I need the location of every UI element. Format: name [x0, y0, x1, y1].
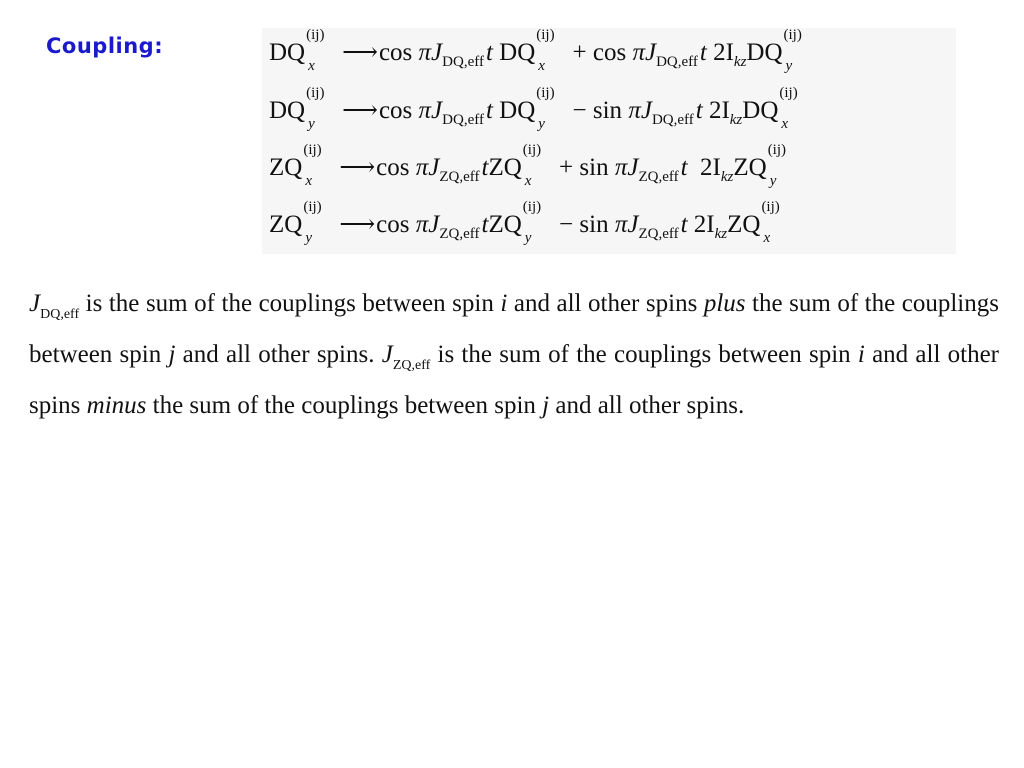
- lhs-operator: DQ: [269, 97, 306, 124]
- superscript: (ij): [761, 199, 780, 215]
- two-i: 2I: [708, 97, 730, 124]
- emphasis-plus: plus: [703, 290, 746, 317]
- sign: +: [559, 154, 574, 181]
- arrow-symbol: ⟶: [342, 97, 375, 124]
- sin-term: sin: [579, 211, 609, 238]
- lhs-operator: DQ: [269, 39, 306, 66]
- arrow-symbol: ⟶: [339, 154, 373, 181]
- rhs1-operator: ZQ: [488, 154, 522, 181]
- superscript: (ij): [783, 27, 802, 43]
- j-subscript: DQ,eff: [442, 112, 484, 128]
- pi-j: πJ: [632, 39, 657, 66]
- two-i: 2I: [693, 211, 715, 238]
- explanation-paragraph: [29, 284, 999, 426]
- j-subscript: ZQ,eff: [439, 169, 480, 185]
- subscript: y: [524, 230, 532, 246]
- kz-subscript: kz: [720, 169, 734, 185]
- equation-row: [269, 85, 809, 132]
- rhs2-operator: DQ: [742, 97, 779, 124]
- j-dq-subscript: DQ,eff: [40, 307, 80, 322]
- text-segment: and all other spins: [29, 341, 999, 419]
- subscript: y: [785, 58, 793, 74]
- slide-title: Coupling:: [46, 34, 164, 58]
- text-segment: and all other spins.: [175, 341, 382, 368]
- time-variable: t: [695, 97, 703, 124]
- subscript: y: [308, 116, 315, 132]
- time-variable: t: [481, 211, 489, 238]
- j-zq-symbol: J: [381, 341, 393, 368]
- j-subscript: DQ,eff: [442, 54, 484, 70]
- time-variable: t: [485, 39, 493, 66]
- emphasis-minus: minus: [86, 392, 147, 419]
- text-segment: and all other spins: [507, 290, 704, 317]
- pi-j: πJ: [418, 97, 443, 124]
- subscript: y: [538, 116, 545, 132]
- subscript: x: [305, 173, 312, 189]
- subscript: x: [308, 58, 315, 74]
- equation-box: [262, 28, 956, 254]
- text-segment: is the sum of the couplings between spin: [79, 290, 501, 317]
- time-variable: t: [699, 39, 707, 66]
- cos-term: cos: [376, 154, 410, 181]
- spin-i: i: [500, 290, 508, 317]
- sign: −: [559, 211, 574, 238]
- equation-row: [269, 142, 798, 189]
- superscript: (ij): [536, 27, 555, 43]
- time-variable: t: [485, 97, 493, 124]
- subscript: y: [305, 230, 312, 246]
- j-zq-subscript: ZQ,eff: [392, 358, 431, 373]
- subscript: x: [781, 116, 789, 132]
- time-variable: t: [680, 154, 688, 181]
- subscript: x: [763, 230, 771, 246]
- two-i: 2I: [700, 154, 721, 181]
- lhs-operator: ZQ: [269, 154, 303, 181]
- cos-term: cos: [378, 39, 413, 66]
- rhs1-operator: DQ: [499, 39, 536, 66]
- subscript: y: [769, 173, 777, 189]
- pi-j: πJ: [415, 154, 440, 181]
- time-variable: t: [481, 154, 489, 181]
- j-subscript: DQ,eff: [656, 54, 698, 70]
- text-segment: and all other spins.: [549, 392, 745, 419]
- sign: −: [572, 97, 587, 124]
- pi-j: πJ: [614, 154, 639, 181]
- cos-term: cos: [376, 211, 410, 238]
- j-dq-symbol: J: [29, 290, 41, 317]
- arrow-symbol: ⟶: [342, 39, 375, 66]
- rhs2-operator: ZQ: [727, 211, 761, 238]
- arrow-symbol: ⟶: [339, 211, 373, 238]
- text-segment: is the sum of the couplings between spin: [430, 341, 858, 368]
- kz-subscript: kz: [733, 54, 747, 70]
- spin-j: j: [542, 392, 550, 419]
- pi-j: πJ: [418, 39, 443, 66]
- superscript: (ij): [767, 142, 787, 158]
- equation-row: [269, 27, 814, 74]
- superscript: (ij): [779, 85, 798, 101]
- superscript: (ij): [306, 27, 325, 43]
- pi-j: πJ: [628, 97, 652, 124]
- superscript: (ij): [306, 85, 325, 101]
- subscript: x: [538, 58, 545, 74]
- pi-j: πJ: [614, 211, 639, 238]
- superscript: (ij): [522, 199, 542, 215]
- equation-row: [269, 199, 791, 246]
- kz-subscript: kz: [729, 112, 743, 128]
- text-segment: the sum of the couplings between spin: [146, 392, 543, 419]
- j-subscript: DQ,eff: [651, 112, 694, 128]
- text-segment: the sum of the couplings between spin: [29, 290, 999, 368]
- sin-term: sin: [592, 97, 623, 124]
- lhs-operator: ZQ: [269, 211, 303, 238]
- rhs2-operator: DQ: [746, 39, 783, 66]
- superscript: (ij): [303, 142, 322, 158]
- superscript: (ij): [522, 142, 542, 158]
- cos-term: cos: [378, 97, 413, 124]
- superscript: (ij): [536, 85, 555, 101]
- j-subscript: ZQ,eff: [439, 226, 480, 242]
- rhs2-operator: ZQ: [733, 154, 767, 181]
- spin-j: j: [168, 341, 176, 368]
- rhs1-operator: ZQ: [488, 211, 522, 238]
- kz-subscript: kz: [714, 226, 728, 242]
- sign: +: [572, 39, 587, 66]
- spin-i: i: [857, 341, 865, 368]
- time-variable: t: [680, 211, 688, 238]
- subscript: x: [524, 173, 532, 189]
- two-i: 2I: [713, 39, 734, 66]
- cos-term: cos: [592, 39, 627, 66]
- pi-j: πJ: [415, 211, 440, 238]
- rhs1-operator: DQ: [499, 97, 536, 124]
- sin-term: sin: [579, 154, 609, 181]
- j-subscript: ZQ,eff: [638, 169, 679, 185]
- superscript: (ij): [303, 199, 322, 215]
- j-subscript: ZQ,eff: [638, 226, 679, 242]
